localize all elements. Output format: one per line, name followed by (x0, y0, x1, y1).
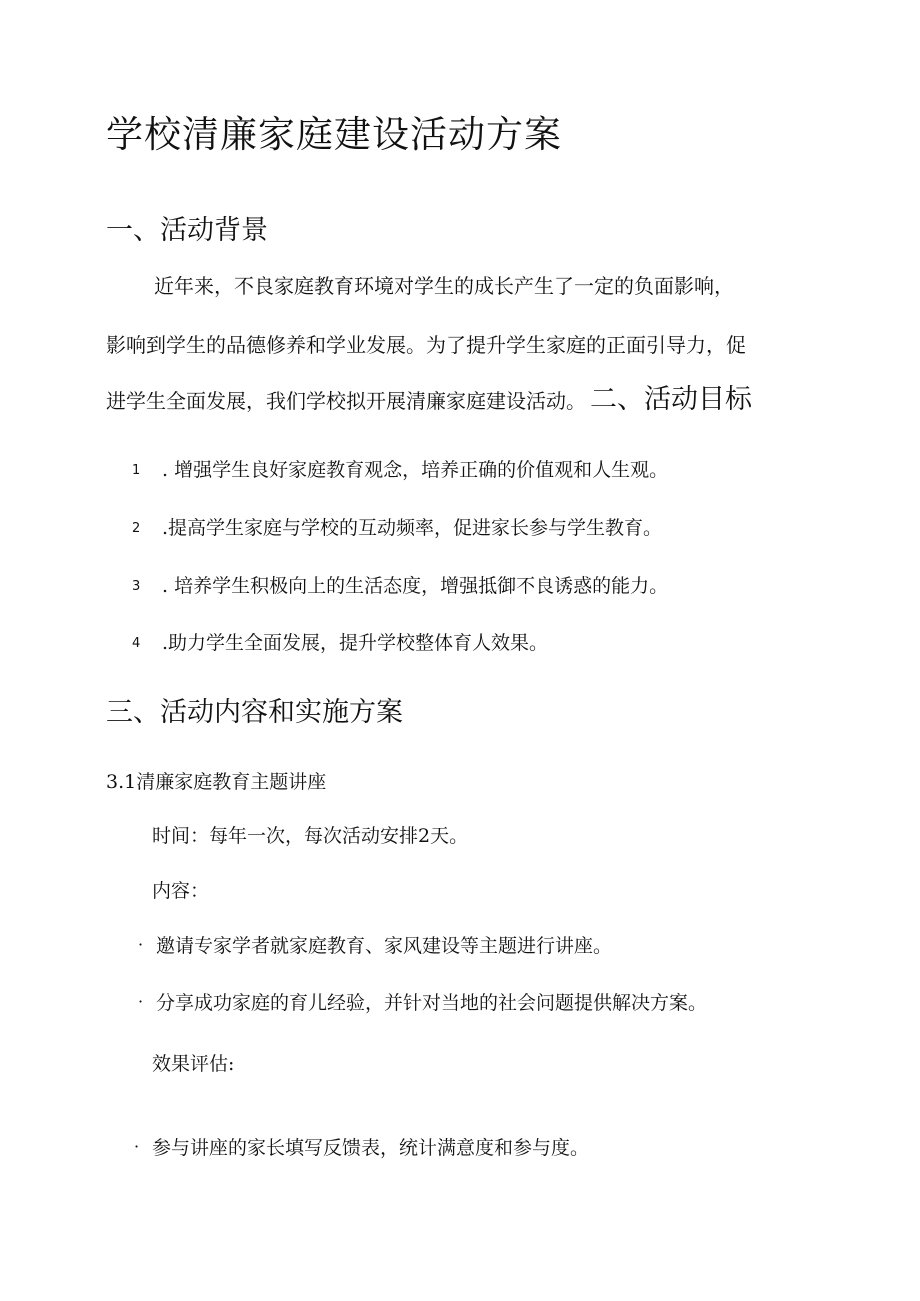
goal-text: .提高学生家庭与学校的互动频率，促进家长参与学生教育。 (162, 517, 663, 539)
content-label: 内容： (152, 880, 210, 902)
goal-number: 4 (132, 636, 141, 651)
goal-text: . 增强学生良好家庭教育观念，培养正确的价值观和人生观。 (162, 459, 669, 481)
bullet-dot-icon: · (138, 992, 144, 1011)
content-bullet-item (138, 988, 707, 1015)
goal-item (132, 628, 548, 655)
bullet-dot-icon: · (134, 1137, 140, 1156)
evaluation-label: 效果评估: (152, 1053, 235, 1075)
section-heading-goals: 二、活动目标 (590, 384, 752, 415)
paragraph-line-2: 影响到学生的品德修养和学业发展。为了提升学生家庭的正面引导力，促 (106, 333, 746, 357)
goal-item (132, 455, 668, 482)
goal-item (132, 513, 662, 540)
paragraph-line-3-text: 进学生全面发展，我们学校拟开展清廉家庭建设活动。 (106, 389, 586, 413)
content-bullet-text: 邀请专家学者就家庭教育、家风建设等主题进行讲座。 (156, 935, 613, 957)
paragraph-line-3 (106, 384, 752, 415)
content-bullet-text: 分享成功家庭的育儿经验，并针对当地的社会问题提供解决方案。 (156, 992, 708, 1014)
goal-number: 1 (132, 463, 141, 478)
subsection-heading: 3.1清廉家庭教育主题讲座 (106, 771, 327, 793)
goal-text: .助力学生全面发展，提升学校整体育人效果。 (162, 632, 549, 654)
section-heading-background: 一、活动背景 (106, 215, 268, 246)
content-bullet-item (138, 931, 612, 958)
bullet-dot-icon: · (138, 935, 144, 954)
evaluation-bullet-text: 参与讲座的家长填写反馈表，统计满意度和参与度。 (152, 1137, 590, 1159)
goal-number: 3 (132, 579, 141, 594)
section-heading-content: 三、活动内容和实施方案 (106, 697, 403, 728)
goal-item (132, 571, 668, 598)
goal-text: . 培养学生积极向上的生活态度，增强抵御不良诱惑的能力。 (162, 575, 669, 597)
goal-number: 2 (132, 521, 141, 536)
document-title: 学校清廉家庭建设活动方案 (106, 113, 562, 156)
paragraph-line-1: 近年来，不良家庭教育环境对学生的成长产生了一定的负面影响， (154, 274, 734, 298)
evaluation-bullet-item (134, 1133, 589, 1160)
time-line: 时间：每年一次，每次活动安排2天。 (152, 825, 469, 847)
